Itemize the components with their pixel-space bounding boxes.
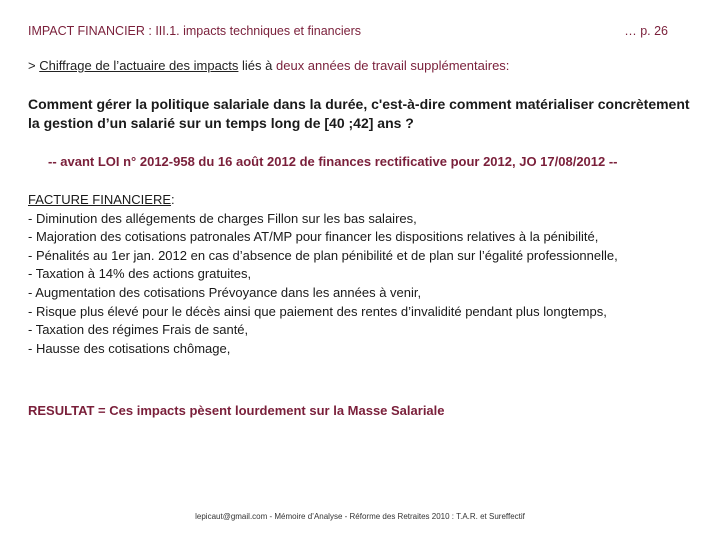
resultat-text: RESULTAT = Ces impacts pèsent lourdement sur la Masse Salariale	[28, 403, 445, 418]
header	[28, 24, 668, 44]
facture-section	[28, 191, 708, 358]
list-item: - Diminution des allégements de charges Fillon sur les bas salaires,	[28, 210, 417, 226]
list-item: - Taxation des régimes Frais de santé,	[28, 322, 249, 338]
intro-middle: liés à	[238, 58, 276, 73]
list-item: - Taxation à 14% des actions gratuites,	[28, 266, 252, 282]
list-item: - Risque plus élevé pour le décès ainsi que paiement des rentes d’invalidité pendant plus longtemps,	[28, 303, 607, 319]
list-item: - Majoration des cotisations patronales AT/MP pour financer les dispositions relatives à la pénibilité,	[28, 229, 599, 245]
question-text: Comment gérer la politique salariale dans la durée, c'est-à-dire comment matérialiser concrètement la gestion d’un salarié sur un temps long de [40 ;42] ans ?	[28, 96, 690, 131]
list-item: - Pénalités au 1er jan. 2012 en cas d’absence de plan pénibilité et de plan sur l’égalité professionnelle,	[28, 247, 618, 263]
facture-heading-line	[28, 191, 708, 210]
facture-heading-suffix: :	[171, 192, 175, 207]
footer-text: lepicaut@gmail.com - Mémoire d’Analyse - Réforme des Retraites 2010 : T.A.R. et Sureffectif	[195, 512, 525, 521]
intro-underlined: Chiffrage de l’actuaire des impacts	[39, 58, 239, 73]
list-item: - Augmentation des cotisations Prévoyance dans les années à venir,	[28, 284, 422, 300]
slide-title: IMPACT FINANCIER : III.1. impacts techniques et financiers	[28, 24, 361, 38]
facture-heading: FACTURE FINANCIERE	[28, 192, 172, 207]
page-number: … p. 26	[624, 24, 668, 38]
intro-line	[28, 58, 509, 73]
law-reference: -- avant LOI n° 2012-958 du 16 août 2012 de finances rectificative pour 2012, JO 17/08/2012 --	[48, 154, 618, 169]
intro-accent: deux années de travail supplémentaires:	[276, 58, 510, 73]
list-item: - Hausse des cotisations chômage,	[28, 340, 231, 356]
facture-list	[28, 210, 708, 359]
intro-prefix: >	[28, 58, 40, 73]
